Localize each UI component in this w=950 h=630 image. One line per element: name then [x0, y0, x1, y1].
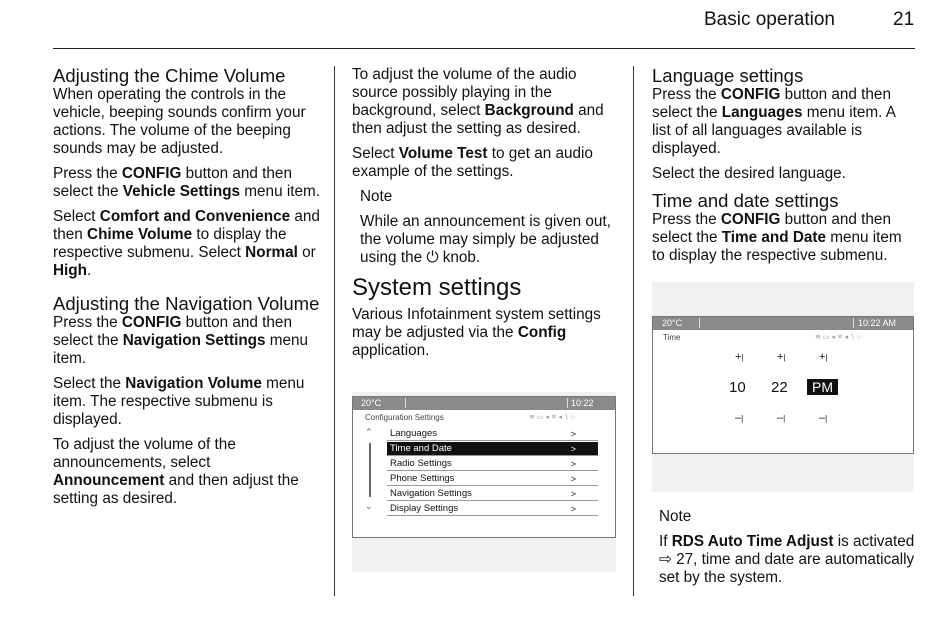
- power-knob-icon: ⏻: [426, 249, 439, 266]
- heading-time-date-settings: Time and date settings: [652, 190, 839, 211]
- column-middle: [352, 66, 624, 367]
- note-box: [352, 188, 624, 267]
- menu-item[interactable]: [387, 502, 598, 516]
- header-rule: [53, 48, 915, 49]
- paragraph: Press the CONFIG button and then select the Languages menu item. A list of all languages available is displayed.: [652, 86, 896, 157]
- status-icons: ≋ ▭ ◂ ✕ ◂ ∖ ○: [529, 414, 575, 421]
- paragraph: When operating the controls in the vehicle, beeping sounds confirm your actions. The volume of the beeping sounds may be adjusted.: [53, 86, 306, 157]
- minute-increment-button[interactable]: +|: [777, 351, 786, 363]
- paragraph: To adjust the volume of the audio source possibly playing in the background, select Background and then adjust the setting as desired.: [352, 66, 604, 137]
- paragraph: To adjust the volume of the announcements, select Announcement and then adjust the setting as desired.: [53, 436, 299, 507]
- screen-subtitle: Configuration Settings: [365, 413, 444, 422]
- clock: 10:22 AM: [858, 318, 897, 328]
- chevron-right-icon: >: [570, 504, 576, 514]
- heading-system-settings: System settings: [352, 274, 522, 301]
- heading-language-settings: Language settings: [652, 65, 804, 86]
- scroll-down-icon[interactable]: ⌄: [365, 501, 373, 511]
- menu-item[interactable]: [387, 427, 598, 441]
- temperature: 20°C: [361, 398, 382, 408]
- menu-item-label: Phone Settings: [390, 473, 455, 484]
- column-divider: [334, 66, 335, 596]
- note-label: Note: [659, 508, 692, 525]
- paragraph: Press the CONFIG button and then select the Navigation Settings menu item.: [53, 314, 309, 367]
- chevron-right-icon: >: [570, 429, 576, 439]
- paragraph: Various Infotainment system settings may be adjusted via the Config application.: [352, 306, 601, 359]
- column-right: [652, 66, 917, 272]
- paragraph: Select the Navigation Volume menu item. The respective submenu is displayed.: [53, 375, 305, 428]
- menu-item[interactable]: [387, 442, 598, 456]
- temperature: 20°C: [662, 318, 683, 328]
- menu-item[interactable]: [387, 457, 598, 471]
- paragraph: Select Volume Test to get an audio example of the settings.: [352, 145, 593, 180]
- hour-increment-button[interactable]: +|: [735, 351, 744, 363]
- note-text: While an announcement is given out, the volume may simply be adjusted using the ⏻ knob.: [360, 213, 611, 266]
- display-frame: [652, 316, 914, 454]
- chevron-right-icon: >: [570, 489, 576, 499]
- ampm-increment-button[interactable]: +|: [819, 351, 828, 363]
- status-icons: ≋ ▭ ◂ ✕ ◂ ∖ ○: [815, 334, 861, 341]
- menu-item[interactable]: [387, 472, 598, 486]
- menu-item-label: Navigation Settings: [390, 488, 472, 499]
- paragraph: Press the CONFIG button and then select the Vehicle Settings menu item.: [53, 165, 320, 200]
- chevron-right-icon: >: [570, 444, 576, 454]
- status-bar: [653, 317, 913, 330]
- hour-value: 10: [729, 379, 746, 396]
- minute-value: 22: [771, 379, 788, 396]
- page-reference: ⇨ 27: [659, 551, 694, 568]
- note-box: [659, 508, 919, 594]
- note-text: If RDS Auto Time Adjust is activated ⇨ 27, time and date are automatically set by the system.: [659, 533, 915, 586]
- menu-item-label: Time and Date: [390, 443, 452, 454]
- clock: 10:22: [571, 398, 594, 408]
- menu-item-label: Display Settings: [390, 503, 459, 514]
- column-left: [53, 66, 323, 515]
- chevron-right-icon: >: [570, 474, 576, 484]
- paragraph: Press the CONFIG button and then select the Time and Date menu item to display the respective submenu.: [652, 211, 902, 264]
- chevron-right-icon: >: [570, 459, 576, 469]
- time-settings-screenshot: [652, 282, 914, 492]
- config-settings-screenshot: [352, 392, 616, 572]
- screen-subtitle: Time: [663, 333, 681, 342]
- paragraph: Select the desired language.: [652, 165, 846, 182]
- header-title: Basic operation: [704, 9, 835, 30]
- menu-item-label: Languages: [390, 428, 438, 439]
- minute-decrement-button[interactable]: –|: [777, 412, 786, 424]
- ampm-decrement-button[interactable]: –|: [819, 412, 828, 424]
- scroll-up-icon[interactable]: ⌃: [365, 427, 373, 437]
- display-frame: [352, 396, 616, 538]
- heading-navigation-volume: Adjusting the Navigation Volume: [53, 293, 320, 314]
- status-bar: [353, 397, 615, 410]
- menu-item-label: Radio Settings: [390, 458, 452, 469]
- heading-chime-volume: Adjusting the Chime Volume: [53, 65, 286, 86]
- paragraph: Select Comfort and Convenience and then Chime Volume to display the respective submenu. Select Normal or High.: [53, 208, 320, 279]
- page-number: 21: [893, 9, 915, 30]
- column-divider: [633, 66, 634, 596]
- hour-decrement-button[interactable]: –|: [735, 412, 744, 424]
- menu-item[interactable]: [387, 487, 598, 501]
- note-label: Note: [360, 188, 393, 205]
- scrollbar[interactable]: [369, 443, 371, 497]
- ampm-value[interactable]: PM: [807, 379, 838, 395]
